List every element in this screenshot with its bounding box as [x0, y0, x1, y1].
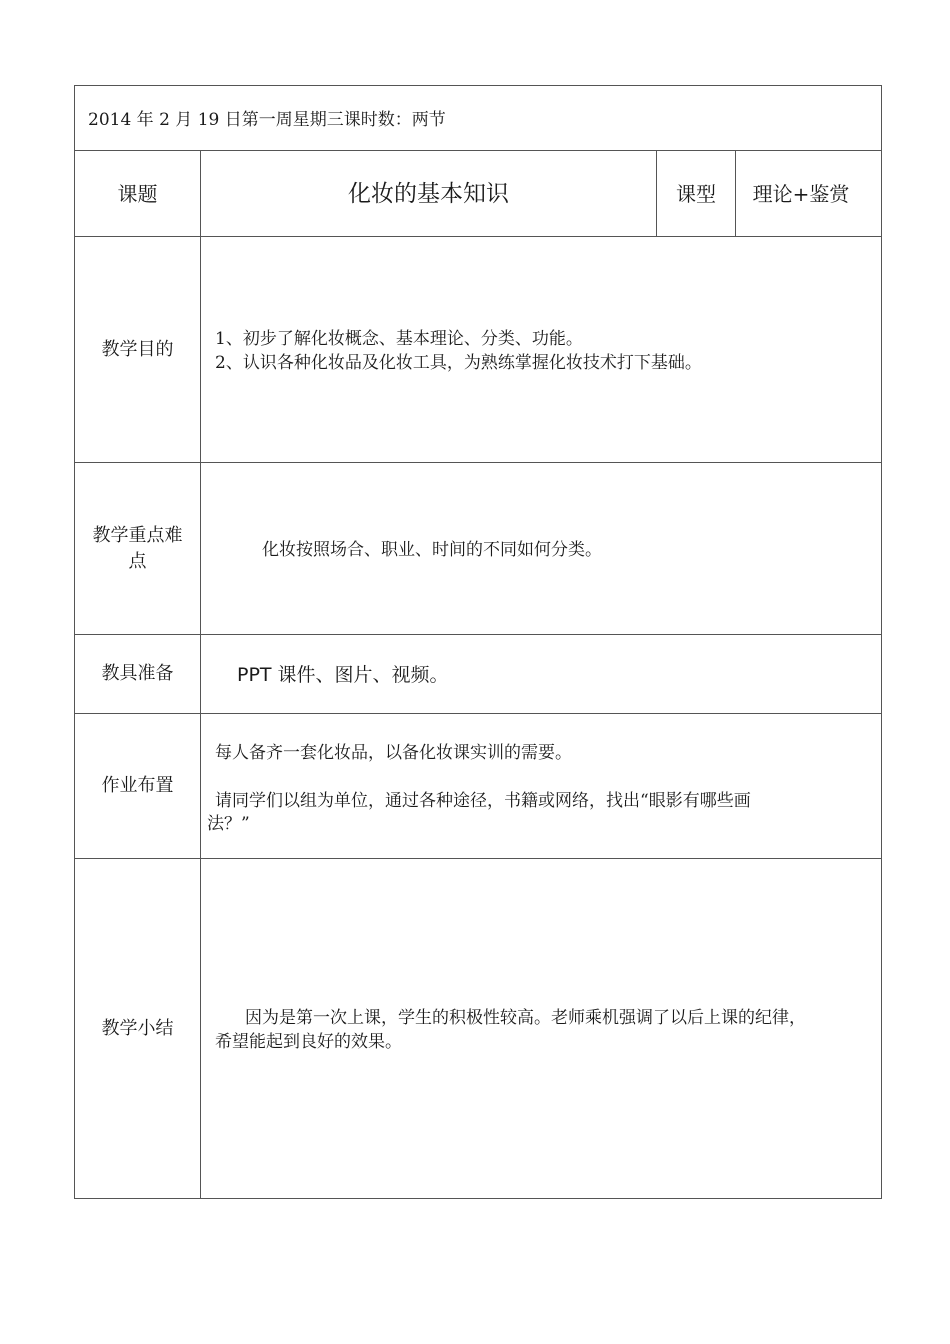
- objective-item: 2、认识各种化妆品及化妆工具，为熟练掌握化妆技术打下基础。: [215, 353, 702, 373]
- homework-line: 法？”: [207, 814, 250, 834]
- table-border-top: [74, 85, 882, 86]
- date-line: 2014 年 2 月 19 日第一周星期三课时数：两节: [88, 110, 446, 130]
- key-points-label-line2: 点: [128, 550, 147, 572]
- summary-label: 教学小结: [101, 1017, 174, 1039]
- materials-label: 教具准备: [101, 663, 174, 684]
- table-border-bottom: [74, 1198, 882, 1199]
- homework-line: 请同学们以组为单位，通过各种途径，书籍或网络，找出“眼影有哪些画: [215, 791, 751, 811]
- objective-item: 1、初步了解化妆概念、基本理论、分类、功能。: [215, 329, 583, 349]
- key-points-label-line1: 教学重点难: [92, 524, 183, 546]
- course-type-label: 课型: [676, 181, 716, 206]
- column-divider: [200, 150, 201, 1199]
- topic-label: 课题: [117, 181, 158, 206]
- topic-value: 化妆的基本知识: [348, 180, 509, 207]
- materials-text: PPT 课件、图片、视频。: [237, 664, 449, 686]
- homework-label: 作业布置: [101, 775, 174, 796]
- key-points-text: 化妆按照场合、职业、时间的不同如何分类。: [262, 540, 602, 560]
- summary-line: 希望能起到良好的效果。: [215, 1032, 402, 1052]
- course-type-value: 理论+鉴赏: [752, 181, 850, 206]
- key-points-label: [75, 463, 200, 634]
- objectives-label: 教学目的: [101, 338, 174, 360]
- summary-line: 因为是第一次上课，学生的积极性较高。老师乘机强调了以后上课的纪律，: [245, 1008, 806, 1028]
- table-border-right: [881, 85, 882, 1199]
- homework-line: 每人备齐一套化妆品，以备化妆课实训的需要。: [215, 743, 572, 763]
